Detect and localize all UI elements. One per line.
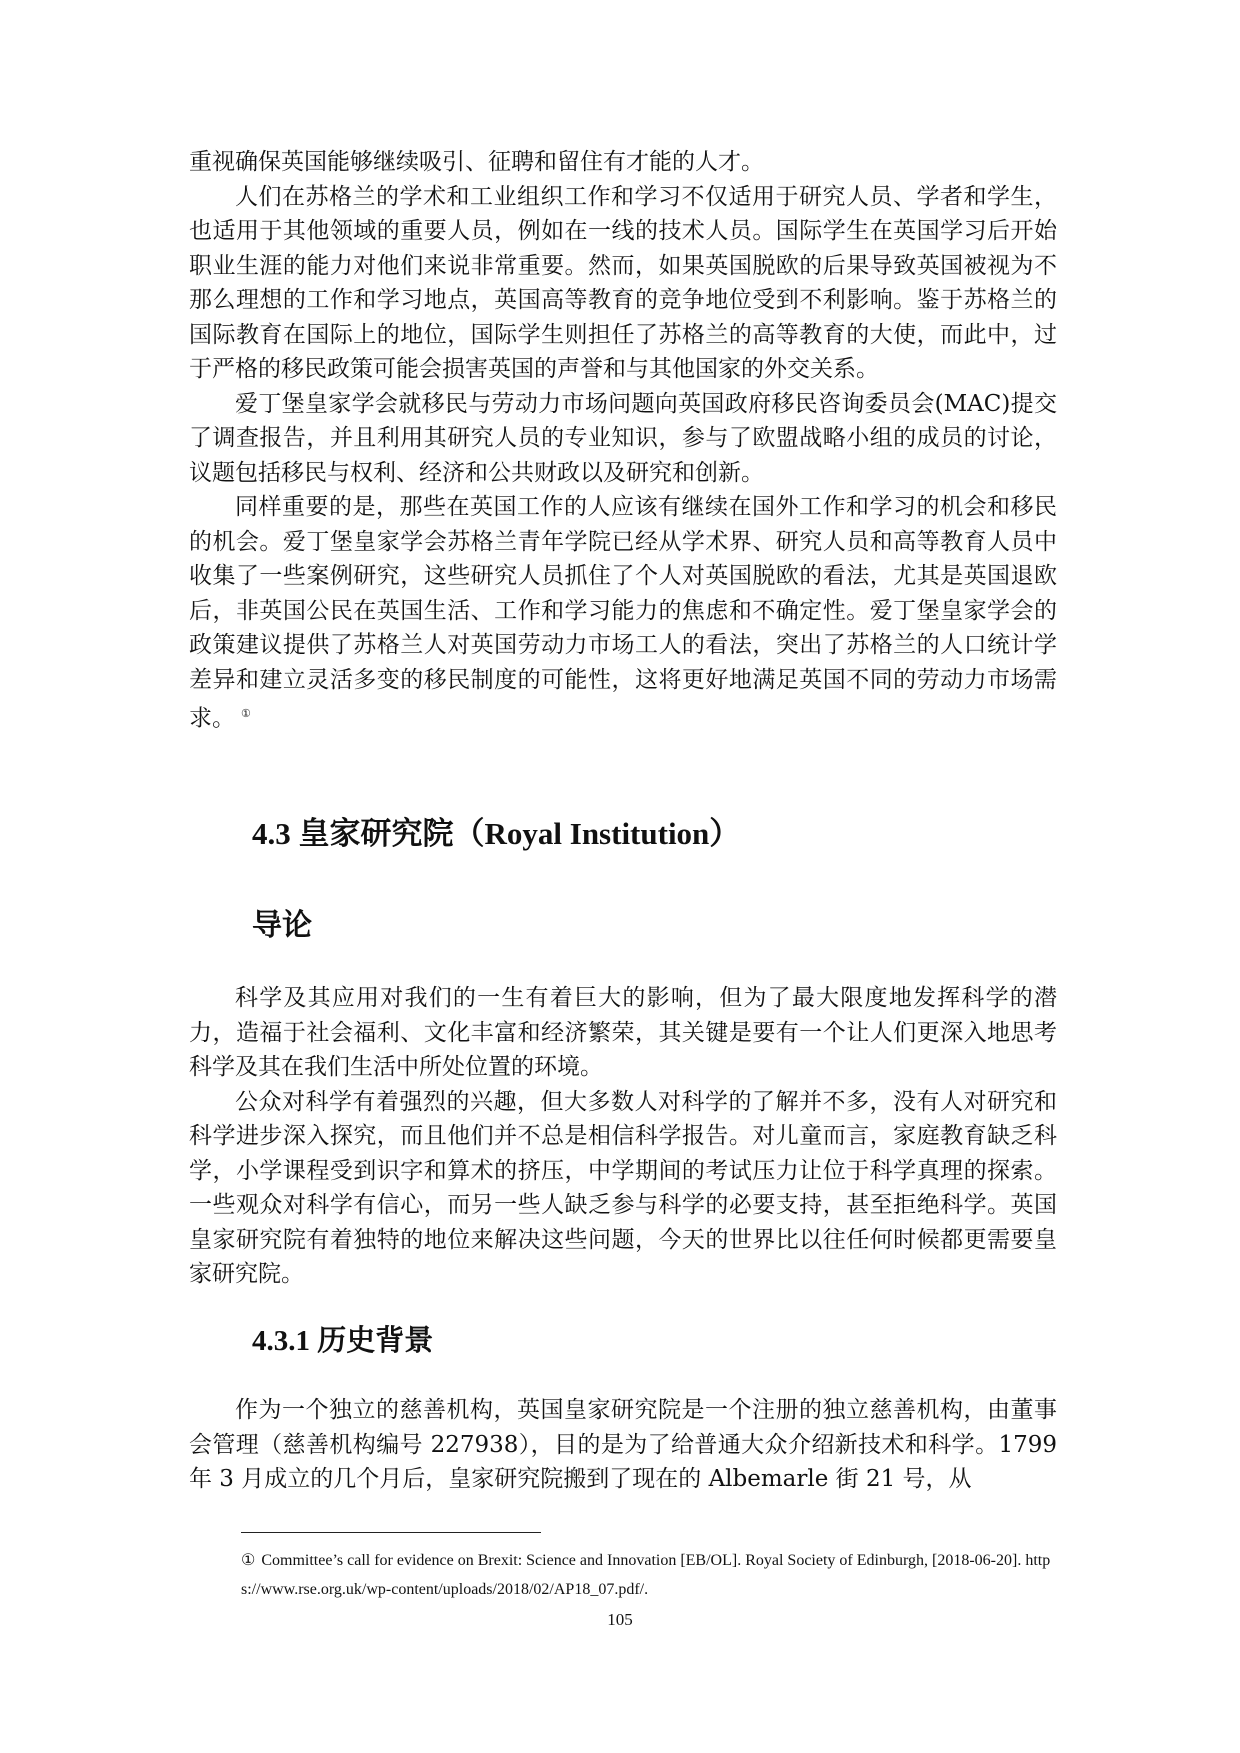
footnote-text: Committee’s call for evidence on Brexit: Science and Innovation [EB/OL]. Royal Society of Edinburgh, [2018-06-20]. https://www.rse.org.uk/wp-content/uploads/2018/02/AP18_07.pdf/. (241, 1552, 1051, 1598)
intro-body (189, 981, 1057, 1292)
intro-heading: 导论 (252, 908, 312, 943)
paragraph-continuation: 重视确保英国能够继续吸引、征聘和留住有才能的人才。 (189, 149, 764, 175)
footnote-reference-mark[interactable]: ① (241, 707, 251, 720)
paragraph-science-impact: 科学及其应用对我们的一生有着巨大的影响，但为了最大限度地发挥科学的潜力，造福于社会福利、文化丰富和经济繁荣，其关键是要有一个让人们更深入地思考科学及其在我们生活中所处位置的环境。 (189, 985, 1057, 1080)
history-body (189, 1393, 1057, 1497)
paragraph-study-work: 人们在苏格兰的学术和工业组织工作和学习不仅适用于研究人员、学者和学生，也适用于其他领域的重要人员，例如在一线的技术人员。国际学生在英国学习后开始职业生涯的能力对他们来说非常重要。然而，如果英国脱欧的后果导致英国被视为不那么理想的工作和学习地点，英国高等教育的竞争地位受到不利影响。鉴于苏格兰的国际教育在国际上的地位，国际学生则担任了苏格兰的高等教育的大使，而此中，过于严格的移民政策可能会损害英国的声誉和与其他国家的外交关系。 (189, 183, 1057, 382)
top-section-body (189, 145, 1057, 736)
paragraph-migration-opportunity-text: 同样重要的是，那些在英国工作的人应该有继续在国外工作和学习的机会和移民的机会。爱丁堡皇家学会苏格兰青年学院已经从学术界、研究人员和高等教育人员中收集了一些案例研究，这些研究人员抓住了个人对英国脱欧的看法，尤其是英国退欧后，非英国公民在英国生活、工作和学习能力的焦虑和不确定性。爱丁堡皇家学会的政策建议提供了苏格兰人对英国劳动力市场工人的看法，突出了苏格兰的人口统计学差异和建立灵活多变的移民制度的可能性，这将更好地满足英国不同的劳动力市场需求。 (189, 494, 1057, 732)
paragraph-migration-opportunity (189, 490, 1057, 736)
paragraph-public-interest: 公众对科学有着强烈的兴趣，但大多数人对科学的了解并不多，没有人对研究和科学进步深入探究，而且他们并不总是相信科学报告。对儿童而言，家庭教育缺乏科学，小学课程受到识字和算术的挤压，中学期间的考试压力让位于科学真理的探索。一些观众对科学有信心，而另一些人缺乏参与科学的必要支持，甚至拒绝科学。英国皇家研究院有着独特的地位来解决这些问题，今天的世界比以往任何时候都更需要皇家研究院。 (189, 1088, 1057, 1287)
footnote-number: ① (241, 1552, 256, 1569)
history-heading: 4.3.1 历史背景 (252, 1325, 434, 1357)
paragraph-charity: 作为一个独立的慈善机构，英国皇家研究院是一个注册的独立慈善机构，由董事会管理（慈善机构编号 227938），目的是为了给普通大众介绍新技术和科学。1799 年 3 月成立的几个月后，皇家研究院搬到了现在的 Albemarle 街 21 号，从 (189, 1397, 1057, 1492)
page-number: 105 (607, 1610, 633, 1629)
footnote (241, 1546, 1059, 1604)
footnote-divider (241, 1532, 541, 1533)
section-heading: 4.3 皇家研究院（Royal Institution） (252, 816, 741, 851)
paragraph-mac-report: 爱丁堡皇家学会就移民与劳动力市场问题向英国政府移民咨询委员会(MAC)提交了调查报告，并且利用其研究人员的专业知识，参与了欧盟战略小组的成员的讨论，议题包括移民与权利、经济和公共财政以及研究和创新。 (189, 390, 1057, 486)
